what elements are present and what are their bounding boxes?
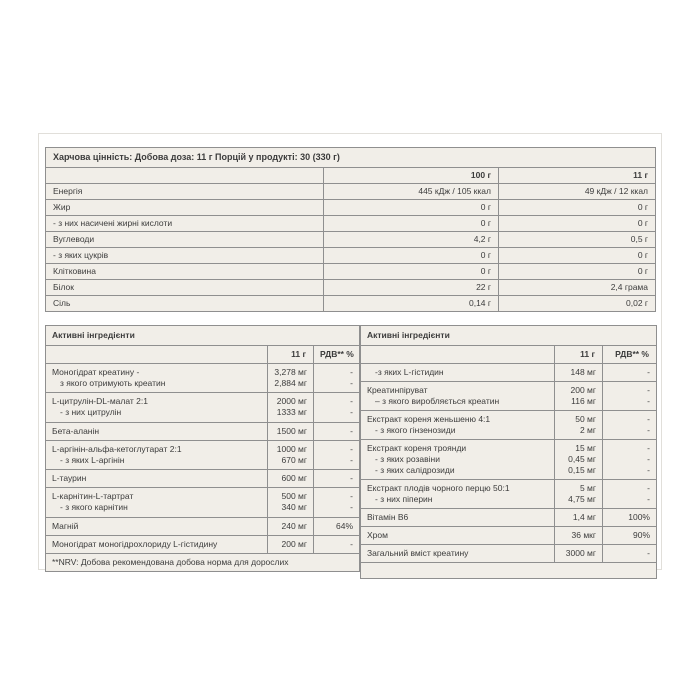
amount-line: 4,75 мг <box>568 494 596 504</box>
value-per-100g: 445 кДж / 105 ккал <box>324 184 499 200</box>
ingredient-name-line: - з якого гінзенозиди <box>375 425 456 435</box>
ingredient-amount <box>555 411 603 440</box>
ingredient-row <box>361 440 657 480</box>
ingredient-amount <box>268 364 314 393</box>
rdv-line: 100% <box>628 512 650 522</box>
amount-line: 3,278 мг <box>274 367 307 378</box>
rdv-line: - <box>647 454 650 464</box>
nrv-footnote-row <box>46 554 360 572</box>
rdv-line: - <box>647 385 650 395</box>
value-per-11g: 0 г <box>499 248 656 264</box>
value-per-100g: 0 г <box>324 216 499 232</box>
ingredient-amount <box>555 509 603 527</box>
ingredient-name <box>361 480 555 509</box>
rdv-line: - <box>647 396 650 406</box>
ingredient-name-line: Креатинпіруват <box>367 385 428 395</box>
ingredient-rdv <box>314 535 360 553</box>
rdv-line: - <box>647 494 650 504</box>
ingredient-name-line: - з них цитрулін <box>60 407 122 418</box>
amount-line: 1,4 мг <box>572 512 596 522</box>
nutrition-row <box>46 296 656 312</box>
ingredient-name-line: Моногідрат моногідрохлориду L-гістидину <box>52 538 218 549</box>
rdv-line: - <box>647 425 650 435</box>
amount-line: 1500 мг <box>276 425 307 436</box>
ingredient-name-line: – з якого виробляється креатин <box>375 396 500 406</box>
ingredient-row <box>46 535 360 553</box>
rdv-line: - <box>350 425 353 436</box>
ingredient-amount <box>268 470 314 488</box>
ingredient-rdv <box>603 509 657 527</box>
rdv-line: - <box>350 396 353 407</box>
rdv-line: - <box>647 548 650 558</box>
ingredient-name <box>361 382 555 411</box>
ingredient-rdv <box>603 545 657 563</box>
nutrition-row <box>46 232 656 248</box>
value-per-100g: 22 г <box>324 280 499 296</box>
amount-line: 50 мг <box>575 414 596 424</box>
ingredient-name-line: Магній <box>52 520 79 531</box>
ingredient-name <box>46 422 268 440</box>
amount-line: 2,884 мг <box>274 378 307 389</box>
value-per-100g: 0 г <box>324 248 499 264</box>
amount-line: 0,15 мг <box>568 465 596 475</box>
nutrition-row <box>46 280 656 296</box>
per-100g-column-header: 100 г <box>324 168 499 184</box>
amount-line: 2 мг <box>579 425 596 435</box>
value-per-11g: 49 кДж / 12 ккал <box>499 184 656 200</box>
ingredient-row <box>361 509 657 527</box>
ingredient-row <box>361 527 657 545</box>
nutrient-label: Білок <box>46 280 324 296</box>
ingredient-amount <box>555 440 603 480</box>
ingredient-rdv <box>314 393 360 422</box>
ingredient-name <box>361 440 555 480</box>
active-ingredients-right-table <box>360 325 657 579</box>
rdv-column-header: РДВ** % <box>603 346 657 364</box>
ingredient-name <box>361 545 555 563</box>
right-footnote-empty <box>361 563 657 579</box>
ingredient-amount <box>555 364 603 382</box>
nutrient-label: Жир <box>46 200 324 216</box>
nutrition-row <box>46 216 656 232</box>
ingredients-right-column-header-row <box>361 346 657 364</box>
ingredient-rdv <box>603 440 657 480</box>
ingredient-rdv <box>603 480 657 509</box>
amount-line: 200 мг <box>570 385 596 395</box>
ingredients-right-title-row <box>361 326 657 346</box>
rdv-line: - <box>350 367 353 378</box>
amount-line: 240 мг <box>281 520 307 531</box>
ingredients-right-title: Активні інгредієнти <box>361 326 657 346</box>
card-content <box>45 147 655 579</box>
ingredients-left-title-row <box>46 326 360 346</box>
ingredient-rdv <box>603 364 657 382</box>
ingredient-row <box>46 364 360 393</box>
ingredient-amount <box>268 393 314 422</box>
ingredient-name-line: Моногідрат креатину - <box>52 367 140 378</box>
ingredient-name-line: - з якого карнітин <box>60 502 128 513</box>
ingredient-column-header <box>361 346 555 364</box>
ingredient-row <box>46 517 360 535</box>
ingredient-name <box>46 535 268 553</box>
amount-line: 340 мг <box>281 502 307 513</box>
ingredient-row <box>361 364 657 382</box>
ingredient-rdv <box>603 527 657 545</box>
ingredient-row <box>46 470 360 488</box>
ingredient-name-line: L-цитрулін-DL-малат 2:1 <box>52 396 148 407</box>
ingredient-row <box>361 411 657 440</box>
value-per-100g: 0 г <box>324 264 499 280</box>
ingredient-row <box>361 545 657 563</box>
ingredient-name <box>361 364 555 382</box>
ingredient-amount <box>555 480 603 509</box>
nutrient-label: Вуглеводи <box>46 232 324 248</box>
per-11g-column-header: 11 г <box>499 168 656 184</box>
nutrient-label: Сіль <box>46 296 324 312</box>
nrv-footnote: **NRV: Добова рекомендована добова норма для дорослих <box>46 554 360 572</box>
value-per-11g: 0 г <box>499 200 656 216</box>
rdv-line: - <box>647 443 650 453</box>
ingredient-name-line: Хром <box>367 530 388 540</box>
nutrition-title: Харчова цінність: Добова доза: 11 г Порцій у продукті: 30 (330 г) <box>46 148 656 168</box>
ingredient-name <box>46 393 268 422</box>
ingredient-name <box>46 470 268 488</box>
amount-line: 5 мг <box>579 483 596 493</box>
amount-column-header: 11 г <box>268 346 314 364</box>
value-per-11g: 0 г <box>499 216 656 232</box>
ingredient-amount <box>268 535 314 553</box>
nutrition-row <box>46 248 656 264</box>
ingredient-name-line: Екстракт кореня женьшеню 4:1 <box>367 414 491 424</box>
active-ingredients-left-table <box>45 325 360 572</box>
ingredient-name <box>46 440 268 469</box>
amount-line: 15 мг <box>575 443 596 453</box>
ingredient-name-line: L-карнітин-L-тартрат <box>52 491 134 502</box>
nutrient-column-header <box>46 168 324 184</box>
rdv-column-header: РДВ** % <box>314 346 360 364</box>
ingredient-rdv <box>603 382 657 411</box>
ingredient-name-line: - з яких салідрозиди <box>375 465 455 475</box>
ingredient-row <box>46 422 360 440</box>
rdv-line: - <box>350 491 353 502</box>
ingredient-rdv <box>314 364 360 393</box>
ingredient-amount <box>268 517 314 535</box>
value-per-11g: 0,5 г <box>499 232 656 248</box>
ingredient-rdv <box>314 440 360 469</box>
ingredient-name-line: Бета-аланін <box>52 425 100 436</box>
ingredient-row <box>46 488 360 517</box>
amount-line: 148 мг <box>570 367 596 377</box>
amount-line: 0,45 мг <box>568 454 596 464</box>
amount-column-header: 11 г <box>555 346 603 364</box>
ingredient-rdv <box>314 488 360 517</box>
rdv-line: - <box>350 502 353 513</box>
amount-line: 1000 мг <box>276 443 307 454</box>
amount-line: 2000 мг <box>276 396 307 407</box>
ingredient-name-line: - з яких L-аргінін <box>60 454 125 465</box>
nutrient-label: - з яких цукрів <box>46 248 324 264</box>
rdv-line: - <box>350 443 353 454</box>
rdv-line: - <box>350 538 353 549</box>
ingredient-name-line: L-таурин <box>52 473 87 484</box>
ingredient-amount <box>268 422 314 440</box>
ingredient-name-line: L-аргінін-альфа-кетоглутарат 2:1 <box>52 443 182 454</box>
ingredient-name-line: Екстракт плодів чорного перцю 50:1 <box>367 483 510 493</box>
ingredient-name <box>361 527 555 545</box>
nutrition-title-row <box>46 148 656 168</box>
rdv-line: - <box>647 483 650 493</box>
nutrient-label: - з них насичені жирні кислоти <box>46 216 324 232</box>
amount-line: 200 мг <box>281 538 307 549</box>
rdv-line: - <box>350 454 353 465</box>
nutrition-row <box>46 200 656 216</box>
nutrient-label: Енергія <box>46 184 324 200</box>
ingredient-row <box>361 480 657 509</box>
nutrition-column-header-row <box>46 168 656 184</box>
rdv-line: - <box>647 414 650 424</box>
rdv-line: 90% <box>632 530 650 540</box>
rdv-line: 64% <box>335 520 353 531</box>
rdv-line: - <box>647 465 650 475</box>
ingredient-name-line: Загальний вміст креатину <box>367 548 469 558</box>
nutrition-row <box>46 184 656 200</box>
ingredient-name <box>46 364 268 393</box>
ingredient-amount <box>268 440 314 469</box>
value-per-11g: 0,02 г <box>499 296 656 312</box>
ingredients-left-body <box>46 364 360 554</box>
ingredient-amount <box>268 488 314 517</box>
rdv-line: - <box>647 367 650 377</box>
value-per-11g: 2,4 грама <box>499 280 656 296</box>
active-ingredients-section <box>45 325 655 579</box>
amount-line: 1333 мг <box>276 407 307 418</box>
ingredient-row <box>46 440 360 469</box>
amount-line: 500 мг <box>281 491 307 502</box>
amount-line: 116 мг <box>571 396 596 406</box>
amount-line: 3000 мг <box>565 548 596 558</box>
ingredient-amount <box>555 382 603 411</box>
right-footnote-row <box>361 563 657 579</box>
rdv-line: - <box>350 378 353 389</box>
amount-line: 670 мг <box>281 454 307 465</box>
ingredient-rdv <box>314 470 360 488</box>
ingredient-name <box>361 411 555 440</box>
ingredients-left-title: Активні інгредієнти <box>46 326 360 346</box>
value-per-100g: 0,14 г <box>324 296 499 312</box>
ingredient-row <box>361 382 657 411</box>
ingredient-column-header <box>46 346 268 364</box>
amount-line: 600 мг <box>281 473 307 484</box>
rdv-line: - <box>350 473 353 484</box>
ingredients-right-body <box>361 364 657 563</box>
value-per-100g: 4,2 г <box>324 232 499 248</box>
ingredient-rdv <box>314 517 360 535</box>
ingredient-rdv <box>603 411 657 440</box>
ingredient-name <box>46 488 268 517</box>
ingredient-name-line: - з яких розавіни <box>375 454 440 464</box>
ingredient-name-line: - з них піперин <box>375 494 433 504</box>
nutrition-table-body <box>46 184 656 312</box>
ingredient-amount <box>555 545 603 563</box>
ingredient-rdv <box>314 422 360 440</box>
ingredient-name-line: з якого отримують креатин <box>60 378 166 389</box>
ingredient-name <box>46 517 268 535</box>
ingredient-name <box>361 509 555 527</box>
ingredient-name-line: Вітамін В6 <box>367 512 409 522</box>
nutrition-label-card <box>38 133 662 570</box>
ingredient-amount <box>555 527 603 545</box>
ingredients-left-column-header-row <box>46 346 360 364</box>
nutrition-facts-table <box>45 147 656 312</box>
ingredient-name-line: -з яких L-гістидин <box>375 367 444 377</box>
value-per-100g: 0 г <box>324 200 499 216</box>
rdv-line: - <box>350 407 353 418</box>
ingredient-row <box>46 393 360 422</box>
nutrition-row <box>46 264 656 280</box>
nutrient-label: Клітковина <box>46 264 324 280</box>
amount-line: 36 мкг <box>571 530 596 540</box>
ingredient-name-line: Екстракт кореня троянди <box>367 443 467 453</box>
value-per-11g: 0 г <box>499 264 656 280</box>
